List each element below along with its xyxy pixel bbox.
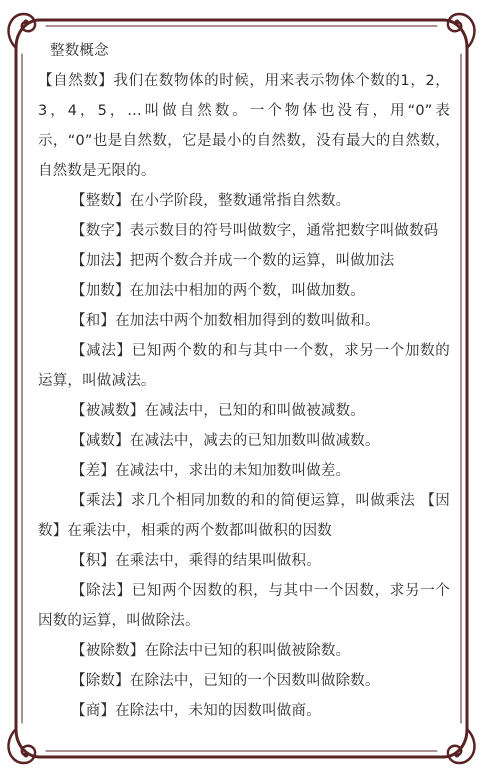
definition-paragraph: 【被减数】在减法中，已知的和叫做被减数。 (71, 403, 365, 419)
definition-paragraph: 【乘法】求几个相同加数的和的简便运算，叫做乘法 【因数】在乘法中，相乘的两个数都叫做积的因数 (38, 493, 450, 539)
definition-paragraph: 【自然数】我们在数物体的时候，用来表示物体个数的1，2，3，4，5，...叫做自然数。一个物体也没有，用“0”表示，“0”也是自然数，它是最小的自然数，没有最大的自然数，自然数是无限的。 (38, 73, 450, 179)
paragraph-list (38, 66, 450, 726)
document-body (38, 36, 450, 726)
definition-paragraph: 【被除数】在除法中已知的积叫做被除数。 (71, 643, 351, 659)
definition-paragraph: 【商】在除法中，未知的因数叫做商。 (71, 703, 321, 719)
definition-paragraph: 【除数】在除法中，已知的一个因数叫做除数。 (71, 673, 380, 689)
definition-paragraph: 【积】在乘法中，乘得的结果叫做积。 (71, 553, 321, 569)
definition-paragraph: 【数字】表示数目的符号叫做数字，通常把数字叫做数码 (71, 223, 439, 239)
definition-paragraph: 【减数】在减法中，减去的已知加数叫做减数。 (71, 433, 380, 449)
definition-paragraph: 【加法】把两个数合并成一个数的运算，叫做加法 (71, 253, 395, 269)
definition-paragraph: 【除法】已知两个因数的积，与其中一个因数，求另一个因数的运算，叫做除法。 (38, 583, 450, 629)
definition-paragraph: 【加数】在加法中相加的两个数，叫做加数。 (71, 283, 365, 299)
document-title: 整数概念 (50, 43, 109, 59)
definition-paragraph: 【和】在加法中两个加数相加得到的数叫做和。 (71, 313, 380, 329)
definition-paragraph: 【差】在减法中，求出的未知加数叫做差。 (71, 463, 351, 479)
definition-paragraph: 【整数】在小学阶段，整数通常指自然数。 (71, 193, 351, 209)
definition-paragraph: 【减法】已知两个数的和与其中一个数，求另一个加数的运算，叫做减法。 (38, 343, 450, 389)
